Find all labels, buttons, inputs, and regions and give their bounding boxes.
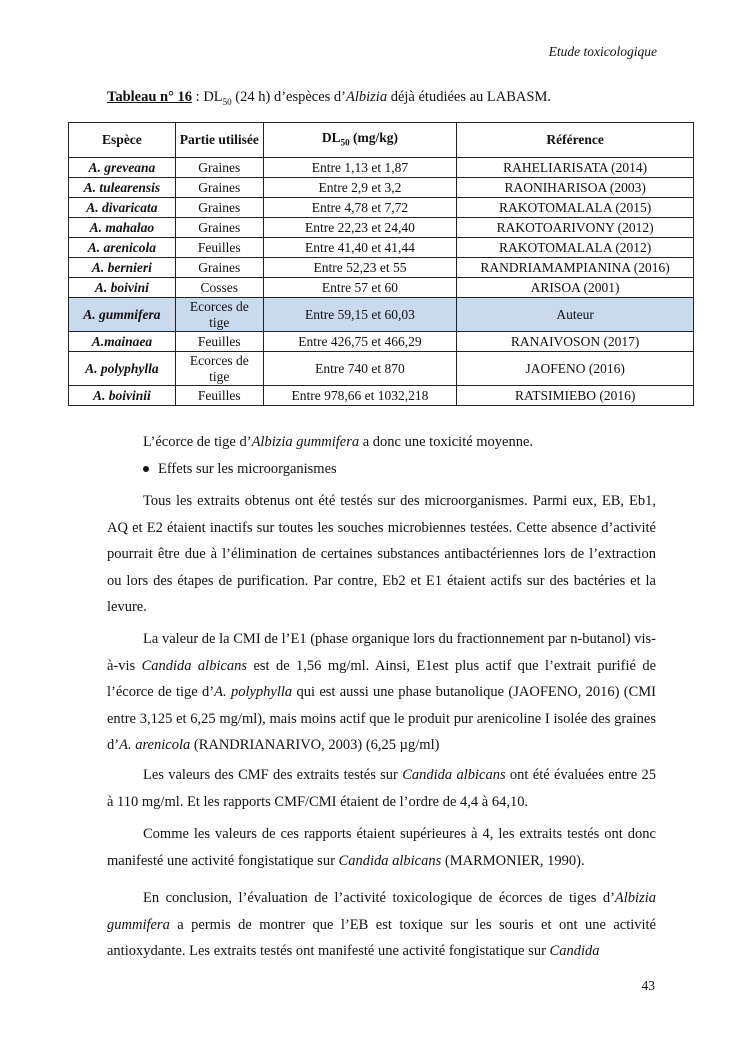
header-dl-label: DL <box>321 129 341 145</box>
line1-pre: L’écorce de tige d’ <box>143 434 252 450</box>
cell-reference: Auteur <box>457 298 694 332</box>
p2-i2: A. polyphylla <box>214 684 293 700</box>
cell-reference: RAONIHARISOA (2003) <box>457 178 694 198</box>
cell-reference: JAOFENO (2016) <box>457 352 694 386</box>
cell-species: A. boivini <box>69 278 176 298</box>
p3-i1: Candida albicans <box>402 767 506 783</box>
p3-a: Les valeurs des CMF des extraits testés sur <box>143 767 403 783</box>
header-dl-sub: 50 <box>340 137 350 148</box>
table-row <box>69 158 694 178</box>
paragraph-1 <box>107 488 656 621</box>
cell-species: A. tulearensis <box>69 178 176 198</box>
cell-part: Cosses <box>175 278 263 298</box>
cell-species: A.mainaea <box>69 332 176 352</box>
cell-part: Graines <box>175 258 263 278</box>
caption-text-pre: : DL <box>192 89 223 105</box>
bullet-dot-icon <box>143 466 149 472</box>
toxicity-conclusion-line <box>143 434 533 451</box>
cell-dl: Entre 426,75 et 466,29 <box>263 332 457 352</box>
cell-dl: Entre 4,78 et 7,72 <box>263 198 457 218</box>
cell-reference: RAKOTOARIVONY (2012) <box>457 218 694 238</box>
p1-text: Tous les extraits obtenus ont été testés sur des microorganismes. Parmi eux, EB, Eb1, AQ et E2 étaient inactifs sur toutes les souches microbiennes testées. Cette absence d’activité pourrait être due à l’élimination de certaines substances antibactériennes lors de l’extraction ou lors des étapes de purification. Par contre, Eb2 et E1 étaient actifs sur des bactéries et la levure. <box>107 493 656 615</box>
header-species: Espèce <box>69 123 176 158</box>
cell-reference: ARISOA (2001) <box>457 278 694 298</box>
cell-dl: Entre 59,15 et 60,03 <box>263 298 457 332</box>
cell-reference: RAKOTOMALALA (2012) <box>457 238 694 258</box>
line1-post: a donc une toxicité moyenne. <box>359 434 534 450</box>
cell-species: A. arenicola <box>69 238 176 258</box>
table-header-row <box>69 123 694 158</box>
line1-species: Albizia gummifera <box>251 434 360 450</box>
cell-reference: RATSIMIEBO (2016) <box>457 386 694 406</box>
cell-species: A. divaricata <box>69 198 176 218</box>
p2-b: est de 1,56 mg/ml. Ainsi, E1est plus actif que l’extrait purifié de l’écorce de tige d’ <box>107 657 657 700</box>
section-bullet <box>143 461 337 478</box>
cell-species: A. polyphylla <box>69 352 176 386</box>
p4-a: Comme les valeurs de ces rapports étaient supérieures à 4, les extraits testés ont donc manifesté une activité fongistatique sur <box>107 826 656 869</box>
cell-part: Feuilles <box>175 332 263 352</box>
table-row <box>69 178 694 198</box>
header-dl-unit: (mg/kg) <box>349 129 399 145</box>
cell-dl: Entre 2,9 et 3,2 <box>263 178 457 198</box>
cell-species: A. gummifera <box>69 298 176 332</box>
table-row <box>69 198 694 218</box>
cell-reference: RANDRIAMAMPIANINA (2016) <box>457 258 694 278</box>
header-part: Partie utilisée <box>175 123 263 158</box>
p5-b: a permis de montrer que l’EB est toxique sur les souris et ont une activité antioxydante. Les extraits testés ont manifesté une activité fongistatique sur <box>107 916 656 959</box>
p5-i2: Candida <box>549 943 600 959</box>
cell-species: A. mahalao <box>69 218 176 238</box>
cell-part: Ecorces de tige <box>175 298 263 332</box>
caption-text-post: déjà étudiées au LABASM. <box>387 89 551 105</box>
cell-dl: Entre 22,23 et 24,40 <box>263 218 457 238</box>
cell-reference: RAHELIARISATA (2014) <box>457 158 694 178</box>
dl50-table <box>68 122 694 406</box>
cell-reference: RAKOTOMALALA (2015) <box>457 198 694 218</box>
cell-reference: RANAIVOSON (2017) <box>457 332 694 352</box>
cell-part: Graines <box>175 218 263 238</box>
p4-i1: Candida albicans <box>338 852 442 869</box>
table-row-highlighted <box>69 298 694 332</box>
caption-sub: 50 <box>222 96 232 107</box>
paragraph-2 <box>107 626 656 759</box>
p5-i1: Albizia gummifera <box>107 890 656 933</box>
caption-text-mid: (24 h) d’espèces d’ <box>231 89 346 105</box>
caption-genus: Albizia <box>346 89 388 105</box>
header-dl <box>263 123 457 158</box>
page-number: 43 <box>641 978 655 993</box>
p2-d: (RANDRIANARIVO, 2003) (6,25 µg/ml) <box>190 737 440 753</box>
table-row <box>69 352 694 386</box>
header-reference: Référence <box>457 123 694 158</box>
p2-i1: Candida albicans <box>141 657 248 674</box>
cell-dl: Entre 1,13 et 1,87 <box>263 158 457 178</box>
running-header: Etude toxicologique <box>548 44 657 59</box>
table-row <box>69 258 694 278</box>
p4-b: (MARMONIER, 1990). <box>441 852 585 869</box>
cell-dl: Entre 978,66 et 1032,218 <box>263 386 457 406</box>
cell-part: Feuilles <box>175 386 263 406</box>
cell-part: Ecorces de tige <box>175 352 263 386</box>
cell-species: A. boivinii <box>69 386 176 406</box>
p2-i3: A. arenicola <box>119 737 191 753</box>
cell-species: A. greveana <box>69 158 176 178</box>
bullet-text: Effets sur les microorganismes <box>158 461 337 477</box>
p2-a: La valeur de la CMI de l’E1 (phase organique lors du fractionnement par n-butanol) vis-à-vis <box>107 631 656 674</box>
paragraph-5 <box>107 885 656 965</box>
table-row <box>69 238 694 258</box>
p2-c: qui est aussi une phase butanolique (JAOFENO, 2016) (CMI entre 3,125 et 6,25 mg/ml), mais moins actif que le produit pur arenicoline I isolée des graines d’ <box>107 684 656 753</box>
table-caption <box>107 89 551 107</box>
paragraph-4 <box>107 821 656 874</box>
p5-a: En conclusion, l’évaluation de l’activité toxicologique de écorces de tiges d’ <box>143 890 615 906</box>
cell-dl: Entre 57 et 60 <box>263 278 457 298</box>
cell-part: Feuilles <box>175 238 263 258</box>
cell-species: A. bernieri <box>69 258 176 278</box>
cell-part: Graines <box>175 158 263 178</box>
table-row <box>69 278 694 298</box>
cell-dl: Entre 52,23 et 55 <box>263 258 457 278</box>
p3-b: ont été évaluées entre 25 à 110 mg/ml. Et les rapports CMF/CMI étaient de l’ordre de 4,4 à 64,10. <box>107 767 656 810</box>
cell-part: Graines <box>175 178 263 198</box>
table-row <box>69 386 694 406</box>
cell-dl: Entre 740 et 870 <box>263 352 457 386</box>
caption-label: Tableau n° 16 <box>107 89 193 105</box>
table-row <box>69 332 694 352</box>
cell-dl: Entre 41,40 et 41,44 <box>263 238 457 258</box>
cell-part: Graines <box>175 198 263 218</box>
paragraph-3 <box>107 762 656 815</box>
table-row <box>69 218 694 238</box>
